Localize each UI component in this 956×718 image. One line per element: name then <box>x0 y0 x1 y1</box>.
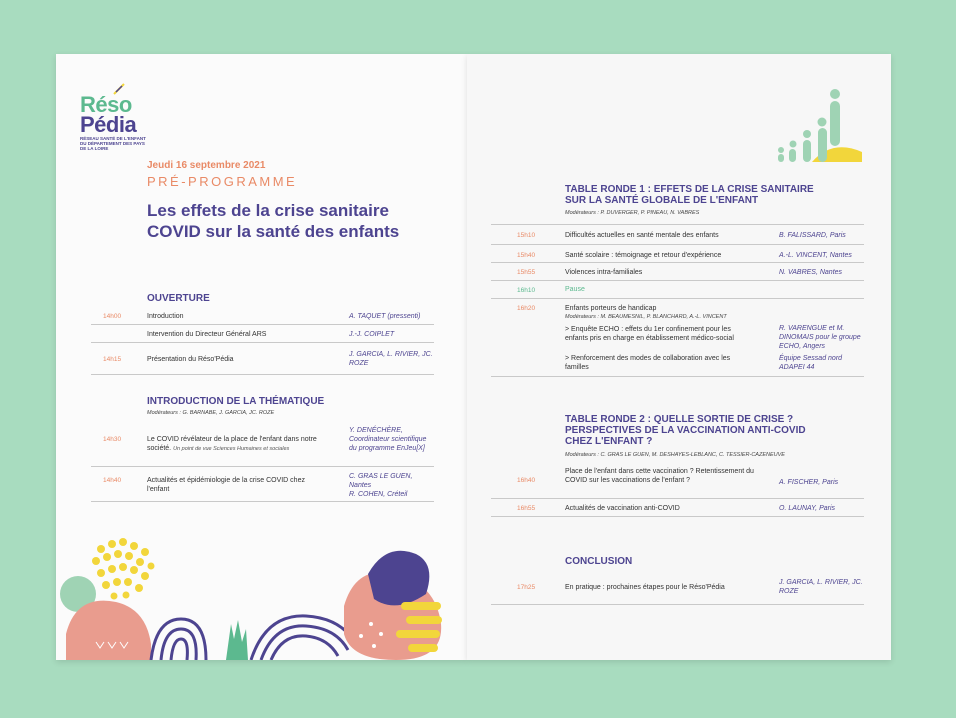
row-description: Pause <box>565 286 585 293</box>
row-description: Actualités de vaccination anti-COVID <box>565 505 680 512</box>
row-speaker: A. TAQUET (pressenti) <box>349 313 421 320</box>
logo-tagline: RÉSEAU SANTÉ DE L'ENFANT DU DÉPARTEMENT DES PAYS DE LA LOIRE <box>80 136 146 151</box>
decorative-figures-illustration <box>777 84 867 162</box>
row-speaker: N. VABRES, Nantes <box>779 269 843 276</box>
row-time: 16h10 <box>517 287 536 294</box>
row-description: Actualités et épidémiologie de la crise COVID chez l'enfant <box>147 477 305 493</box>
row-description: Difficultés actuelles en santé mentale des enfants <box>565 232 719 239</box>
row-speaker: Y. DENÉCHÈRE, Coordinateur scientifique du programme EnJeu[X] <box>349 427 427 452</box>
section-heading-conclusion: CONCLUSION <box>565 556 633 567</box>
row-divider <box>491 516 864 517</box>
row-speaker: J. GARCIA, L. RIVIER, JC. ROZE <box>349 351 433 367</box>
decorative-illustration <box>56 524 467 660</box>
row-speaker: A. FISCHER, Paris <box>779 479 839 486</box>
row-note: Un point de vue Sciences Humaines et sociales <box>173 446 290 452</box>
row-description: En pratique : prochaines étapes pour le Réso'Pédia <box>565 584 725 591</box>
logo-pedia: Pédia <box>80 112 137 137</box>
row-speaker: C. GRAS LE GUEN, Nantes <box>349 473 413 489</box>
moderators: Modérateurs : G. BARNABE, J. GARCIA, JC. ROZE <box>147 410 275 416</box>
section-heading-table-ronde-2: TABLE RONDE 2 : QUELLE SORTIE DE CRISE ? PERSPECTIVES DE LA VACCINATION ANTI-COVID CHEZ L'ENFANT ? <box>565 414 806 447</box>
row-description: Enfants porteurs de handicap <box>565 305 657 312</box>
row-description: Santé scolaire : témoignage et retour d'expérience <box>565 252 722 259</box>
row-subitem: > Enquête ECHO : effets du 1er confinement pour les enfants pris en charge en établissement médico-social <box>565 326 734 342</box>
row-divider <box>91 342 434 343</box>
row-speaker: O. LAUNAY, Paris <box>779 505 836 512</box>
row-time: 15h10 <box>517 232 536 239</box>
row-divider <box>91 374 434 375</box>
row-time: 14h00 <box>103 313 122 320</box>
row-time: 16h40 <box>517 477 536 484</box>
moderators: Modérateurs : P. DUVERGER, P. PINEAU, N. VABRES <box>565 210 700 216</box>
section-heading-ouverture: OUVERTURE <box>147 293 210 304</box>
row-divider <box>491 280 864 281</box>
row-description: Place de l'enfant dans cette vaccination ? Retentissement du COVID sur les vaccinations de l'enfant ? <box>565 468 754 484</box>
row-speaker: J. GARCIA, L. RIVIER, JC. ROZE <box>779 579 863 595</box>
row-speaker: R. COHEN, Créteil <box>349 491 408 498</box>
row-description-text: Le COVID révélateur de la place de l'enfant dans notre société. <box>147 436 317 452</box>
row-divider <box>91 501 434 502</box>
row-divider <box>91 466 434 467</box>
row-speaker: B. FALISSARD, Paris <box>779 232 846 239</box>
document-subtitle: PRÉ-PROGRAMME <box>147 174 298 189</box>
row-time: 14h15 <box>103 356 122 363</box>
row-subitem: > Renforcement des modes de collaboration avec les familles <box>565 355 731 371</box>
row-description: Intervention du Directeur Général ARS <box>147 331 267 338</box>
section-heading-table-ronde-1: TABLE RONDE 1 : EFFETS DE LA CRISE SANITAIRE SUR LA SANTÉ GLOBALE DE L'ENFANT <box>565 184 814 206</box>
row-time: 15h55 <box>517 269 536 276</box>
row-description <box>147 435 327 454</box>
section-heading-introduction: INTRODUCTION DE LA THÉMATIQUE <box>147 396 325 407</box>
moderators: Modérateurs : M. BEAUMESNIL, P. BLANCHARD, A.-L. VINCENT <box>565 314 727 320</box>
row-description: Présentation du Réso'Pédia <box>147 356 234 363</box>
row-time: 14h30 <box>103 436 122 443</box>
event-date: Jeudi 16 septembre 2021 <box>147 160 266 171</box>
row-time: 16h55 <box>517 505 536 512</box>
moderators: Modérateurs : C. GRAS LE GUEN, M. DESHAYES-LEBLANC, C. TESSIER-CAZENEUVE <box>565 452 785 458</box>
row-description: Violences intra-familiales <box>565 269 643 276</box>
row-divider <box>491 498 864 499</box>
row-time: 15h40 <box>517 252 536 259</box>
row-divider <box>491 224 864 225</box>
left-page <box>56 54 467 660</box>
row-divider <box>491 604 864 605</box>
right-page <box>467 54 891 660</box>
row-time: 14h40 <box>103 477 122 484</box>
row-time: 16h20 <box>517 305 536 312</box>
row-divider <box>91 324 434 325</box>
row-speaker: A.-L. VINCENT, Nantes <box>779 252 852 259</box>
row-speaker: J.-J. COIPLET <box>349 331 395 338</box>
document-title: Les effets de la crise sanitaire COVID sur la santé des enfants <box>147 201 400 241</box>
row-description: Introduction <box>147 313 184 320</box>
row-divider <box>491 376 864 377</box>
row-time: 17h25 <box>517 584 536 591</box>
row-divider <box>491 298 864 299</box>
row-divider <box>491 244 864 245</box>
row-speaker: Équipe Sessad nord ADAPEI 44 <box>779 355 843 371</box>
logo-reso: Réso <box>80 92 132 117</box>
row-speaker: R. VARENGUE et M. DINOMAIS pour le groupe ECHO, Angers <box>779 325 861 350</box>
row-divider <box>491 262 864 263</box>
